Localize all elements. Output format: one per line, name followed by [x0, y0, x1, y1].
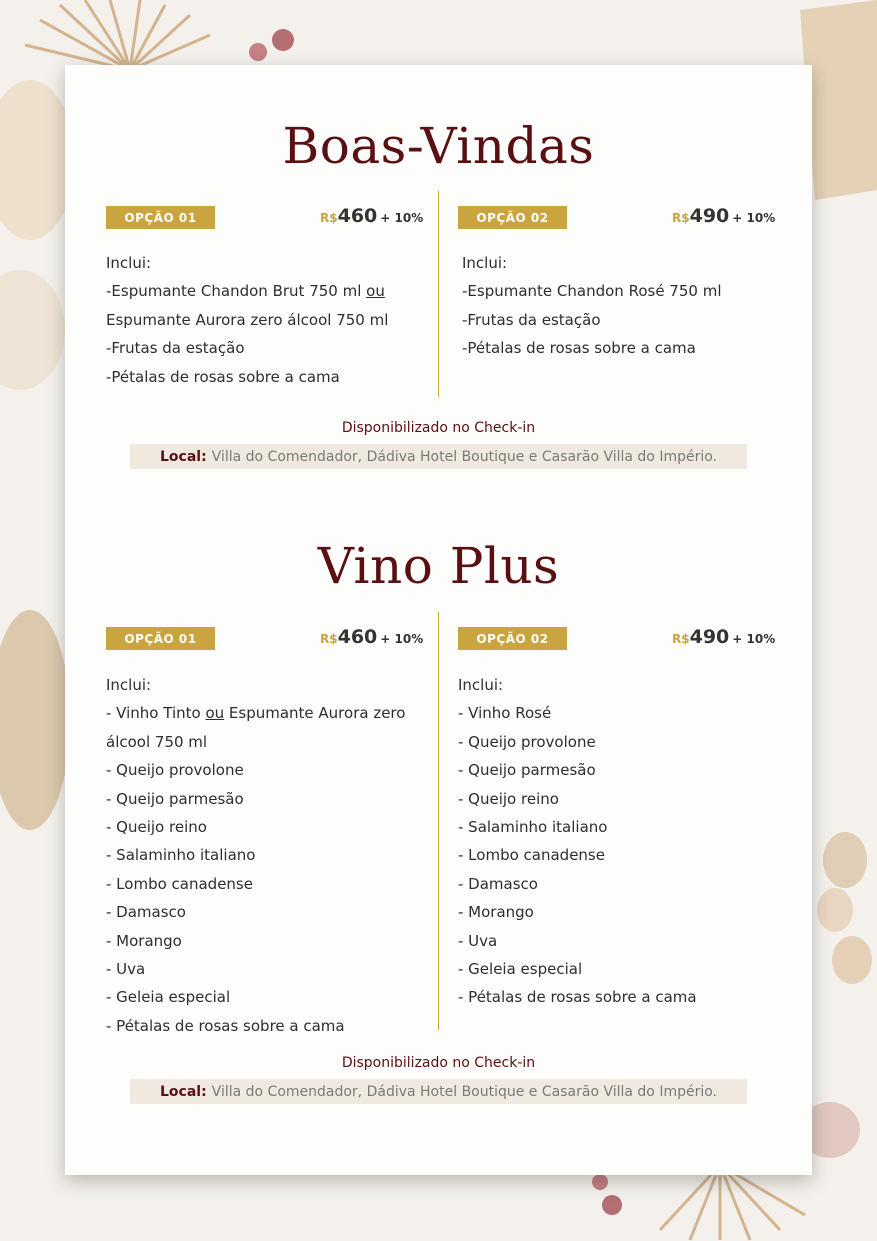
- column-divider: [438, 191, 439, 397]
- item-text: - Damasco: [106, 903, 186, 922]
- item-text: - Geleia especial: [458, 960, 583, 979]
- item-text: -Espumante Chandon Rosé 750 ml: [462, 282, 722, 301]
- list-item: [106, 334, 388, 362]
- includes-list-option-1: [106, 249, 388, 391]
- list-item: [106, 1012, 405, 1040]
- item-text: - Pétalas de rosas sobre a cama: [458, 988, 697, 1007]
- list-item: [462, 306, 722, 334]
- list-item: [106, 785, 405, 813]
- list-item: [106, 813, 405, 841]
- item-text: - Vinho Rosé: [458, 704, 552, 723]
- includes-list-option-2: [458, 671, 697, 1012]
- local-label: Local:: [159, 1083, 207, 1100]
- list-item: [458, 813, 697, 841]
- item-text: - Lombo canadense: [106, 874, 253, 893]
- item-text: - Queijo reino: [458, 789, 559, 808]
- list-item: [458, 728, 697, 756]
- item-text: álcool 750 ml: [106, 732, 208, 751]
- local-bar: [130, 444, 747, 469]
- tax-label: + 10%: [732, 211, 776, 225]
- list-item: [458, 898, 697, 926]
- item-text: - Queijo parmesão: [458, 761, 596, 780]
- list-item: [458, 785, 697, 813]
- berry-bottom-2: [592, 1174, 608, 1190]
- price-value: 490: [689, 626, 730, 648]
- item-text: - Uva: [106, 960, 146, 979]
- item-text: - Salaminho italiano: [106, 846, 256, 865]
- list-item: [106, 841, 405, 869]
- item-text: - Morango: [458, 903, 534, 922]
- list-item: [458, 841, 697, 869]
- currency-label: R$: [320, 632, 338, 646]
- list-item: [106, 927, 405, 955]
- item-text: - Uva: [458, 931, 498, 950]
- item-text: - Geleia especial: [106, 988, 231, 1007]
- includes-label: Inclui:: [458, 676, 504, 694]
- item-text: -Pétalas de rosas sobre a cama: [462, 339, 696, 358]
- item-underlined-text: ou: [205, 704, 225, 723]
- item-text: Espumante Aurora zero álcool 750 ml: [106, 310, 389, 329]
- item-text: - Lombo canadense: [458, 846, 605, 865]
- list-item: [458, 955, 697, 983]
- price-option-2: [672, 626, 775, 648]
- local-label: Local:: [159, 448, 207, 465]
- item-text: - Pétalas de rosas sobre a cama: [106, 1016, 345, 1035]
- list-item: [106, 898, 405, 926]
- option-badge-1: OPÇÃO 01: [106, 627, 215, 650]
- watercolor-blot-left-3: [0, 610, 70, 830]
- column-divider: [438, 612, 439, 1030]
- list-item: [458, 983, 697, 1011]
- list-item: [106, 699, 405, 727]
- item-text: -Frutas da estação: [462, 310, 601, 329]
- item-text: -Frutas da estação: [106, 339, 245, 358]
- list-item: [106, 955, 405, 983]
- item-text: - Queijo reino: [106, 818, 207, 837]
- item-text: - Vinho Tinto: [106, 704, 206, 723]
- menu-card: [65, 65, 812, 1175]
- list-item: [462, 277, 722, 305]
- list-item: [458, 699, 697, 727]
- item-text: - Morango: [106, 931, 182, 950]
- option-badge-1: OPÇÃO 01: [106, 206, 215, 229]
- price-value: 490: [689, 205, 730, 227]
- list-item: [106, 306, 388, 334]
- tax-label: + 10%: [380, 632, 424, 646]
- list-item: [458, 927, 697, 955]
- includes-label: Inclui:: [462, 254, 508, 272]
- watercolor-blot-left: [0, 80, 75, 240]
- berry-top-2: [249, 43, 267, 61]
- tax-label: + 10%: [380, 211, 424, 225]
- checkin-note: Disponibilizado no Check-in: [341, 1055, 536, 1071]
- watercolor-blot-left-2: [0, 270, 65, 390]
- price-option-1: [320, 205, 423, 227]
- price-value: 460: [337, 205, 378, 227]
- price-option-2: [672, 205, 775, 227]
- tax-label: + 10%: [732, 632, 776, 646]
- list-item: [106, 363, 388, 391]
- item-text: - Queijo parmesão: [106, 789, 244, 808]
- includes-list-option-1: [106, 671, 405, 1040]
- list-item: [106, 277, 388, 305]
- checkin-note: Disponibilizado no Check-in: [341, 420, 536, 436]
- item-underlined-text: ou: [366, 282, 385, 301]
- includes-list-option-2: [462, 249, 722, 363]
- currency-label: R$: [672, 211, 690, 225]
- currency-label: R$: [672, 632, 690, 646]
- item-text: - Salaminho italiano: [458, 818, 608, 837]
- price-option-1: [320, 626, 423, 648]
- item-text: -Pétalas de rosas sobre a cama: [106, 367, 340, 386]
- item-text: - Queijo provolone: [458, 732, 596, 751]
- local-bar: [130, 1079, 747, 1104]
- list-item: [458, 870, 697, 898]
- berry-bottom: [602, 1195, 622, 1215]
- list-item: [458, 756, 697, 784]
- item-text: - Queijo provolone: [106, 761, 244, 780]
- currency-label: R$: [320, 211, 338, 225]
- list-item: [106, 756, 405, 784]
- palm-leaf-bottom-right: [660, 1165, 805, 1240]
- section-title-vino-plus: Vino Plus: [317, 537, 560, 595]
- option-badge-2: OPÇÃO 02: [458, 206, 567, 229]
- price-value: 460: [337, 626, 378, 648]
- local-text: Villa do Comendador, Dádiva Hotel Boutique e Casarão Villa do Império.: [211, 448, 718, 465]
- list-item: [106, 870, 405, 898]
- includes-label: Inclui:: [106, 254, 152, 272]
- list-item: [106, 983, 405, 1011]
- option-badge-2: OPÇÃO 02: [458, 627, 567, 650]
- section-title-boas-vindas: Boas-Vindas: [282, 117, 595, 175]
- local-text: Villa do Comendador, Dádiva Hotel Boutique e Casarão Villa do Império.: [211, 1083, 718, 1100]
- berry-top: [272, 29, 294, 51]
- list-item: [462, 334, 722, 362]
- list-item: [106, 728, 405, 756]
- includes-label: Inclui:: [106, 676, 152, 694]
- palm-leaf-top-left: [25, 0, 210, 70]
- item-text: - Damasco: [458, 874, 538, 893]
- item-text-continued: Espumante Aurora zero: [224, 704, 406, 723]
- item-text: -Espumante Chandon Brut 750 ml: [106, 282, 367, 301]
